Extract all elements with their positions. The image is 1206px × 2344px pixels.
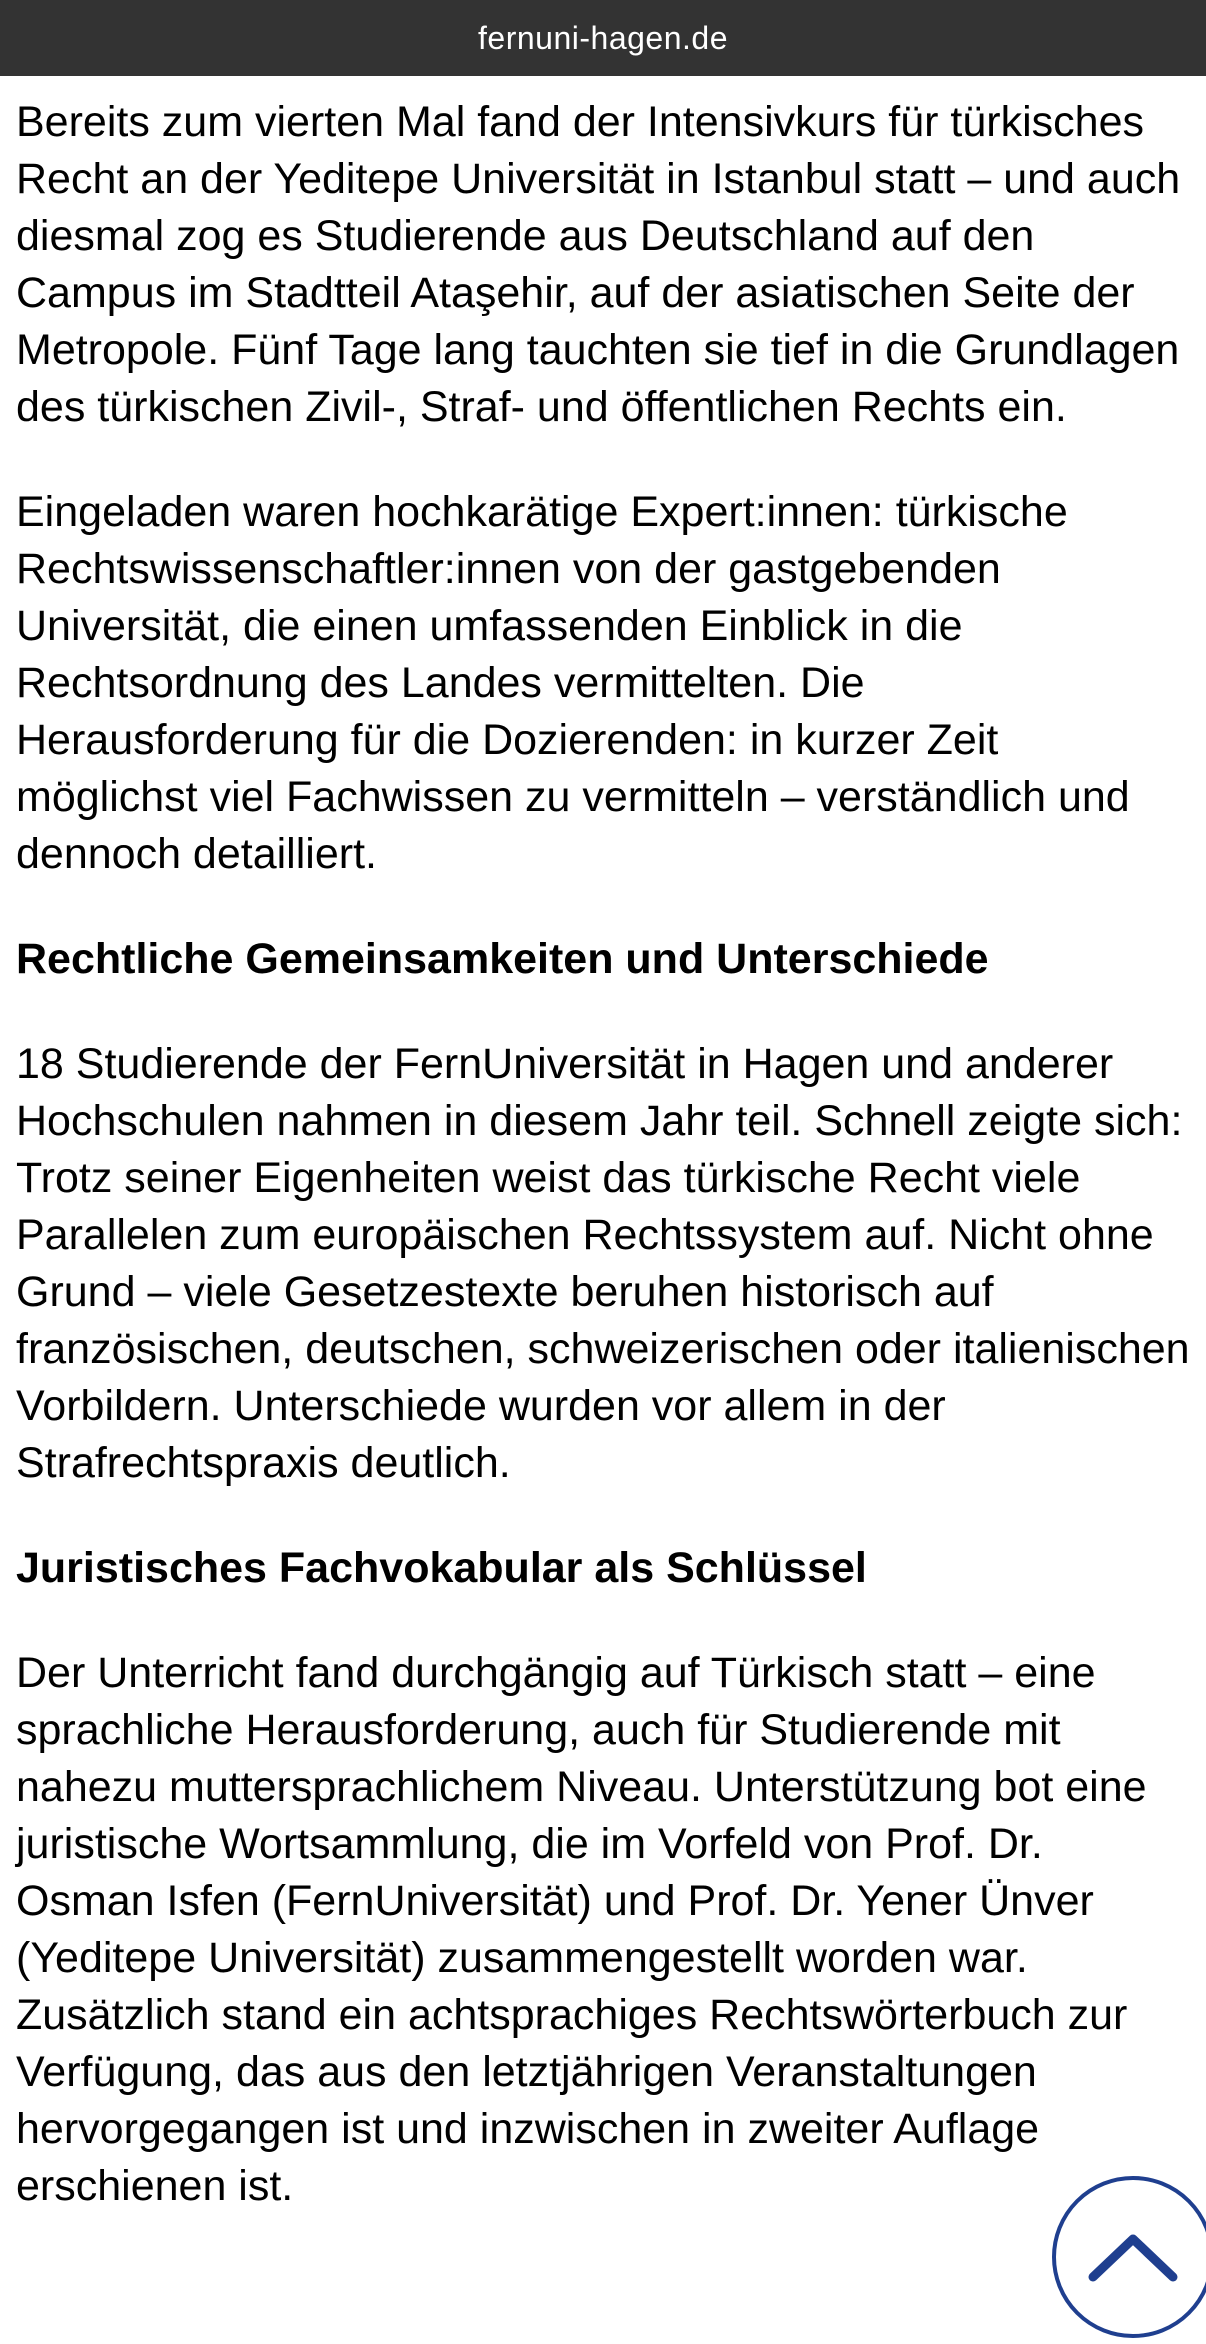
article-paragraph: Der Unterricht fand durchgängig auf Türkisch statt – eine sprachliche Herausforderung, auch für Studierende mit nahezu muttersprachlichem Niveau. Unterstützung bot eine juristische Wortsammlung, die im Vorfeld von Prof. Dr. Osman Isfen (FernUniversität) und Prof. Dr. Yener Ünver (Yeditepe Universität) zusammengestellt worden war. Zusätzlich stand ein achtsprachiges Rechtswörterbuch zur Verfügung, das aus den letztjährigen Veranstaltungen hervorgegangen ist und inzwischen in zweiter Auflage erschienen ist. [16, 1649, 1147, 2210]
article-paragraph: Bereits zum vierten Mal fand der Intensivkurs für türkisches Recht an der Yeditepe Universität in Istanbul statt – und auch diesmal zog es Studierende aus Deutschland auf den Campus im Stadtteil Ataşehir, auf der asiatischen Seite der Metropole. Fünf Tage lang tauchten sie tief in die Grundlagen des türkischen Zivil-, Straf- und öffentlichen Rechts ein. [16, 98, 1181, 431]
chevron-up-icon [1083, 2227, 1183, 2287]
article-paragraph: 18 Studierende der FernUniversität in Hagen und anderer Hochschulen nahmen in diesem Jahr teil. Schnell zeigte sich: Trotz seiner Eigenheiten weist das türkische Recht viele Parallelen zum europäischen Rechtssystem auf. Nicht ohne Grund – viele Gesetzestexte beruhen historisch auf französischen, deutschen, schweizerischen oder italienischen Vorbildern. Unterschiede wurden vor allem in der Strafrechtspraxis deutlich. [16, 1040, 1190, 1487]
browser-url-bar[interactable] [0, 0, 1206, 76]
article-body [16, 94, 1190, 2263]
section-heading: Rechtliche Gemeinsamkeiten und Unterschiede [16, 935, 989, 983]
article-paragraph: Eingeladen waren hochkarätige Expert:innen: türkische Rechtswissenschaftler:innen von der gastgebenden Universität, die einen umfassenden Einblick in die Rechtsordnung des Landes vermittelten. Die Herausforderung für die Dozierenden: in kurzer Zeit möglichst viel Fachwissen zu vermitteln – verständlich und dennoch detailliert. [16, 488, 1130, 878]
scroll-to-top-button[interactable] [1052, 2176, 1206, 2338]
section-heading: Juristisches Fachvokabular als Schlüssel [16, 1544, 867, 1592]
url-text[interactable]: fernuni-hagen.de [478, 19, 728, 56]
